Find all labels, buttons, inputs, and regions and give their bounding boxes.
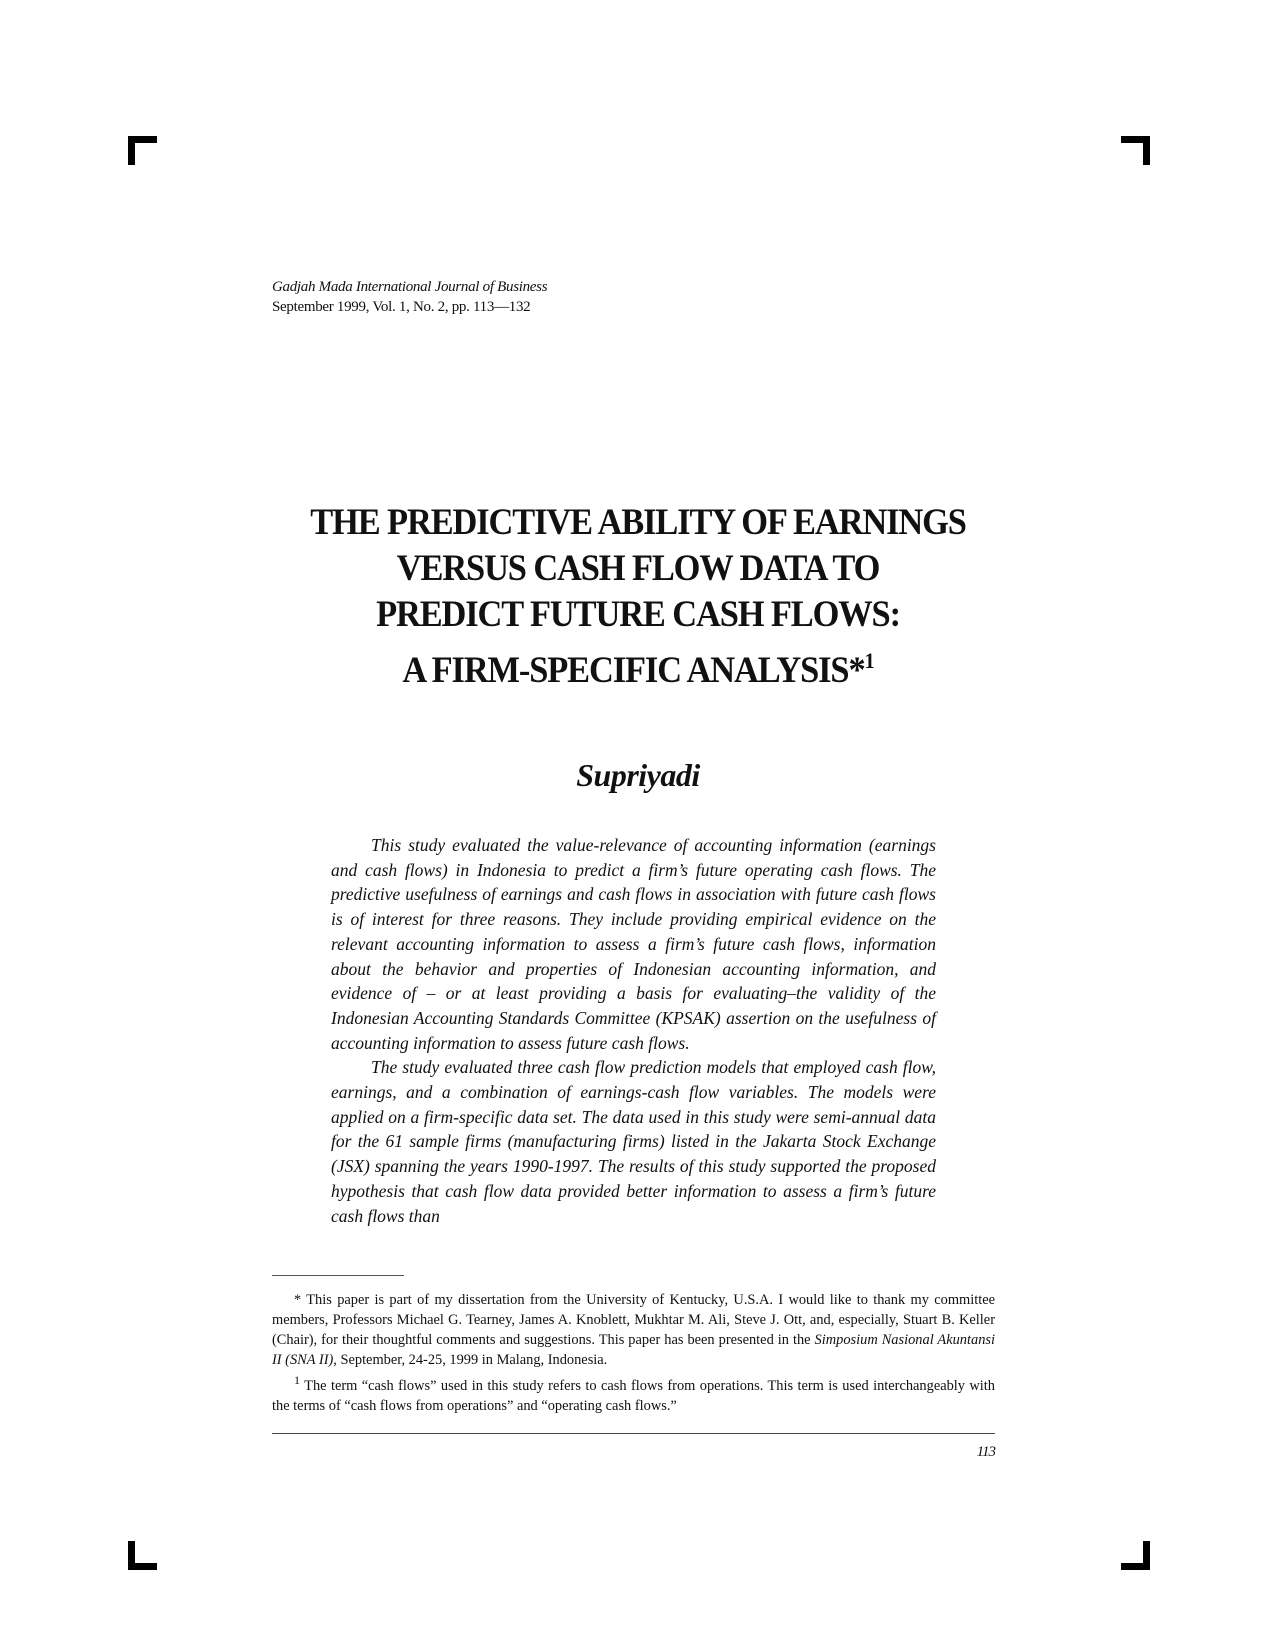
abstract-paragraph: This study evaluated the value-relevance of accounting information (earnings and cash flows) in Indonesia to predict a firm’s future operating cash flows. The predictive usefulness of earnings and cash flows in association with future cash flows is of interest for three reasons. They include providing empirical evidence on the relevant accounting information to assess a firm’s future cash flows, information about the behavior and properties of Indonesian accounting information, and evidence of – or at least providing a basis for evaluating–the validity of the Indonesian Accounting Standards Committee (KPSAK) assertion on the usefulness of accounting information to assess future cash flows. (331, 835, 936, 1053)
crop-mark-bottom-left (128, 1541, 157, 1570)
journal-header (272, 277, 547, 317)
title-line: PREDICT FUTURE CASH FLOWS: (376, 594, 900, 635)
title-superscript: 1 (864, 648, 874, 673)
footnote-one-text: The term “cash flows” used in this study refers to cash flows from operations. This term is used interchangeably with the terms of “cash flows from operations” and “operating cash flows.” (272, 1377, 995, 1414)
footnote-separator (272, 1275, 404, 1276)
abstract (331, 833, 936, 1228)
paper-title (298, 500, 979, 694)
abstract-paragraph: The study evaluated three cash flow prediction models that employed cash flow, earnings, and a combination of earnings-cash flow variables. The models were applied on a firm-specific data set. The data used in this study were semi-annual data for the 61 sample firms (manufacturing firms) listed in the Jakarta Stock Exchange (JSX) spanning the years 1990-1997. The results of this study supported the proposed hypothesis that cash flow data provided better information to assess a firm’s future cash flows than (331, 1057, 936, 1226)
author-name: Supriyadi (576, 757, 700, 793)
page-number: 113 (976, 1444, 995, 1460)
journal-name: Gadjah Mada International Journal of Business (272, 279, 548, 295)
footnote-one-marker: 1 (294, 1373, 300, 1387)
footnote-star-text: * This paper is part of my dissertation from the University of Kentucky, U.S.A. I would like to thank my committee members, Professors Michael G. Tearney, James A. Knoblett, Mukhtar M. Ali, Steve J. Ott, and, especially, Stuart B. Keller (Chair), for their thoughtful comments and suggestions. This paper has been presented in the (272, 1292, 995, 1348)
crop-mark-top-left (128, 136, 157, 165)
footnotes (272, 1290, 995, 1416)
title-line: THE PREDICTIVE ABILITY OF EARNINGS (310, 502, 966, 543)
footnote-star-text-end: , September, 24-25, 1999 in Malang, Indonesia. (333, 1352, 608, 1368)
crop-mark-top-right (1121, 136, 1150, 165)
footnote-star-italic: Simposium Nasional Akuntansi II (SNA II) (272, 1332, 995, 1368)
issue-info: September 1999, Vol. 1, No. 2, pp. 113—132 (272, 299, 531, 315)
footnote-star (272, 1290, 995, 1370)
title-line-text: A FIRM-SPECIFIC ANALYSIS* (402, 650, 865, 691)
title-line (298, 638, 979, 694)
page-footer-rule (272, 1433, 995, 1434)
footnote-one (272, 1370, 995, 1416)
crop-mark-bottom-right (1121, 1541, 1150, 1570)
title-line: VERSUS CASH FLOW DATA TO (396, 548, 880, 589)
